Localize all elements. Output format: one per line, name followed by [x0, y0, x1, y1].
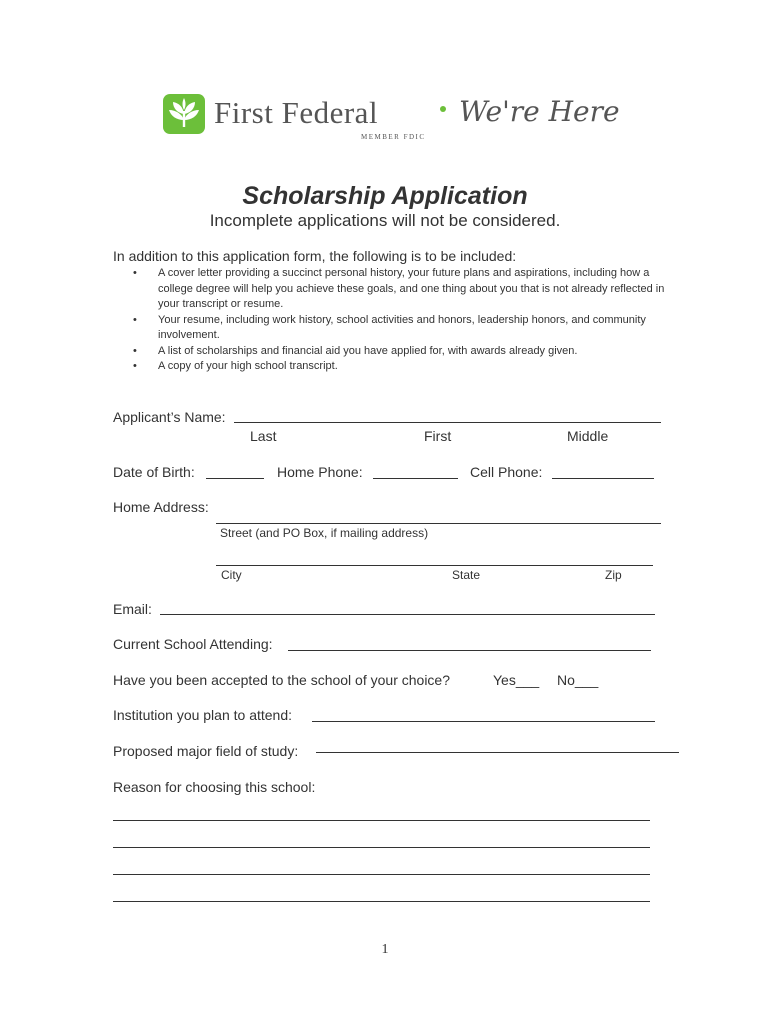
applicant-name-label: Applicant’s Name:	[113, 409, 226, 425]
home-address-label: Home Address:	[113, 499, 209, 515]
cell-phone-field[interactable]	[552, 478, 654, 479]
requirements-list	[133, 266, 673, 375]
reason-line-3[interactable]	[113, 874, 650, 875]
logo-name: First Federal	[214, 95, 379, 130]
list-item: • A copy of your high school transcript.	[133, 359, 673, 375]
dob-field[interactable]	[206, 478, 264, 479]
page-subtitle: Incomplete applications will not be considered.	[209, 211, 561, 230]
reason-line-2[interactable]	[113, 847, 650, 848]
page-title: Scholarship Application	[242, 182, 528, 210]
intro-text: In addition to this application form, the following is to be included:	[113, 248, 517, 264]
list-item: • A cover letter providing a succinct personal history, your future plans and aspirations, including how a college degree will help you achieve these goals, and one thing about you that is not already reflected in your transcript or resume.	[133, 266, 673, 313]
zip-label: Zip	[605, 568, 622, 582]
dob-label: Date of Birth:	[113, 464, 195, 480]
home-phone-label: Home Phone:	[277, 464, 363, 480]
street-field[interactable]	[216, 523, 661, 524]
email-field[interactable]	[160, 614, 655, 615]
accepted-yes-option[interactable]: Yes___	[493, 672, 540, 688]
reason-line-1[interactable]	[113, 820, 650, 821]
list-item: • Your resume, including work history, school activities and honors, leadership honors, and community involvement.	[133, 313, 673, 344]
name-first-label: First	[424, 428, 452, 444]
logo-member-fdic: MEMBER FDIC	[361, 133, 426, 141]
email-label: Email:	[113, 601, 152, 617]
city-label: City	[221, 568, 242, 582]
name-last-label: Last	[250, 428, 277, 444]
cell-phone-label: Cell Phone:	[470, 464, 543, 480]
home-phone-field[interactable]	[373, 478, 458, 479]
logo-tagline: We're Here	[459, 95, 620, 128]
reason-label: Reason for choosing this school:	[113, 779, 316, 795]
applicant-name-field[interactable]	[234, 422, 661, 423]
page-number: 1	[381, 942, 389, 957]
state-label: State	[452, 568, 481, 582]
institution-label: Institution you plan to attend:	[113, 707, 293, 723]
major-label: Proposed major field of study:	[113, 743, 299, 759]
name-middle-label: Middle	[567, 428, 609, 444]
street-label: Street (and PO Box, if mailing address)	[220, 526, 429, 540]
current-school-field[interactable]	[288, 650, 651, 651]
reason-line-4[interactable]	[113, 901, 650, 902]
current-school-label: Current School Attending:	[113, 636, 273, 652]
leaf-icon	[163, 94, 205, 134]
accepted-no-option[interactable]: No___	[557, 672, 599, 688]
logo-separator-dot	[440, 106, 446, 112]
city-state-zip-field[interactable]	[216, 565, 653, 566]
institution-field[interactable]	[312, 721, 655, 722]
accepted-question: Have you been accepted to the school of your choice?	[113, 672, 450, 688]
major-field[interactable]	[316, 752, 679, 753]
list-item: • A list of scholarships and financial aid you have applied for, with awards already given.	[133, 344, 673, 360]
